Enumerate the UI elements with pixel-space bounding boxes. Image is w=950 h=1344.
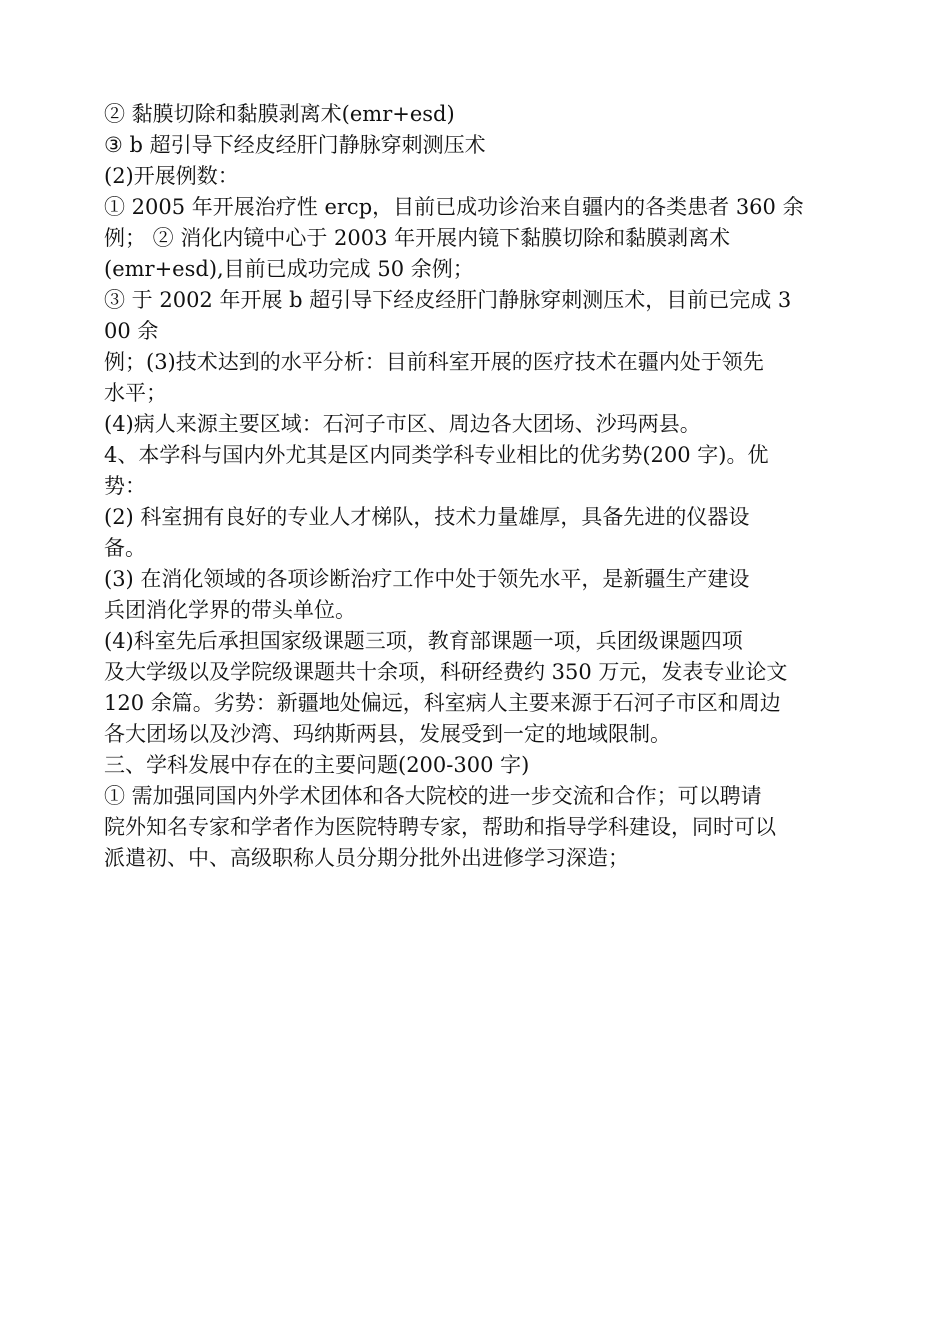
text-line-19: 及大学级以及学院级课题共十余项，科研经费约 350 万元，发表专业论文 [104, 660, 788, 684]
text-line-13: 势： [104, 474, 146, 498]
text-line-12: 4、本学科与国内外尤其是区内同类学科专业相比的优劣势(200 字)。优 [104, 443, 769, 467]
text-line-18: (4)科室先后承担国家级课题三项，教育部课题一项，兵团级课题四项 [104, 629, 743, 653]
text-line-9: 例；(3)技术达到的水平分析：目前科室开展的医疗技术在疆内处于领先 [104, 350, 764, 374]
text-line-17: 兵团消化学界的带头单位。 [104, 598, 356, 622]
text-line-22: 三、学科发展中存在的主要问题(200-300 字) [104, 753, 530, 777]
text-line-2: ③ b 超引导下经皮经肝门静脉穿刺测压术 [104, 133, 486, 157]
text-line-20: 120 余篇。劣势：新疆地处偏远，科室病人主要来源于石河子市区和周边 [104, 691, 781, 715]
text-line-8: 00 余 [104, 319, 159, 343]
text-line-21: 各大团场以及沙湾、玛纳斯两县，发展受到一定的地域限制。 [104, 722, 671, 746]
text-line-6: (emr+esd),目前已成功完成 50 余例； [104, 257, 474, 281]
text-line-11: (4)病人来源主要区域：石河子市区、周边各大团场、沙玛两县。 [104, 412, 701, 436]
text-line-7: ③ 于 2002 年开展 b 超引导下经皮经肝门静脉穿刺测压术，目前已完成 3 [104, 288, 792, 312]
text-line-25: 派遣初、中、高级职称人员分期分批外出进修学习深造； [104, 846, 629, 870]
text-line-16: (3) 在消化领域的各项诊断治疗工作中处于领先水平，是新疆生产建设 [104, 567, 750, 591]
document-body [104, 99, 854, 874]
text-line-24: 院外知名专家和学者作为医院特聘专家，帮助和指导学科建设，同时可以 [104, 815, 776, 839]
text-line-3: (2)开展例数： [104, 164, 239, 188]
text-line-15: 备。 [104, 536, 146, 560]
text-line-10: 水平； [104, 381, 167, 405]
text-line-5: 例； ② 消化内镜中心于 2003 年开展内镜下黏膜切除和黏膜剥离术 [104, 226, 731, 250]
text-line-1: ② 黏膜切除和黏膜剥离术(emr+esd) [104, 102, 455, 126]
text-line-14: (2) 科室拥有良好的专业人才梯队，技术力量雄厚，具备先进的仪器设 [104, 505, 750, 529]
text-line-4: ① 2005 年开展治疗性 ercp，目前已成功诊治来自疆内的各类患者 360 余 [104, 195, 804, 219]
text-line-23: ① 需加强同国内外学术团体和各大院校的进一步交流和合作；可以聘请 [104, 784, 762, 808]
